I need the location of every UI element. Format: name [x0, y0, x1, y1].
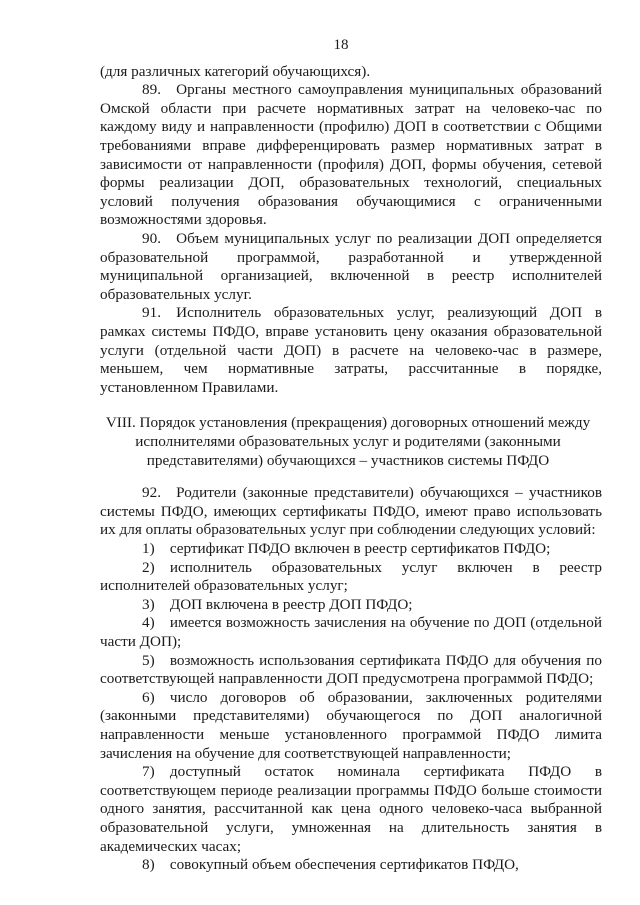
paragraph-91: 91. Исполнитель образовательных услуг, реализующий ДОП в рамках системы ПФДО, вправе установить цену оказания образовательной услуги (отдельной части ДОП) в расчете на человеко-час в размере, меньшем, чем нормативные затраты, рассчитанные в порядке, установленном Правилами.	[100, 304, 602, 396]
section-heading: VIII. Порядок установления (прекращения) договорных отношений между исполнителями образовательных услуг и родителями (законными представителями) обучающихся – участников системы ПФДО	[105, 414, 591, 470]
paragraph-89: 89. Органы местного самоуправления муниципальных образований Омской области при расчете нормативных затрат на человеко-час по каждому виду и направленности (профилю) ДОП в соответствии с Общими требованиями вправе дифференцировать размер нормативных затрат в зависимости от направленности (профиля) ДОП, формы обучения, сетевой формы реализации ДОП, образовательных технологий, специальных условий получения образования обучающимися с ограниченными возможностями здоровья.	[100, 81, 602, 229]
list-item: 2) исполнитель образовательных услуг включен в реестр исполнителей образовательных услуг;	[100, 558, 602, 595]
list-item: 6) число договоров об образовании, заключенных родителями (законными представителями) обучающегося по ДОП аналогичной направленности меньше установленного программой ПФДО лимита зачисления на обучение для соответствующей направленности;	[100, 688, 602, 762]
list-item: 3) ДОП включена в реестр ДОП ПФДО;	[142, 595, 413, 613]
list-item: 1) сертификат ПФДО включен в реестр сертификатов ПФДО;	[142, 540, 551, 558]
paragraph-92: 92. Родители (законные представители) обучающихся – участников системы ПФДО, имеющих сертификаты ПФДО, имеют право использовать их для оплаты образовательных услуг при соблюдении следующих условий:	[100, 484, 602, 539]
list-item: 5) возможность использования сертификата ПФДО для обучения по соответствующей направленности ДОП предусмотрена программой ПФДО;	[100, 651, 602, 688]
page-number: 18	[333, 37, 349, 53]
list-item: 8) совокупный объем обеспечения сертификатов ПФДО,	[142, 856, 519, 874]
continuation-line: (для различных категорий обучающихся).	[100, 62, 371, 80]
paragraph-90: 90. Объем муниципальных услуг по реализации ДОП определяется образовательной программой, разработанной и утвержденной муниципальной организацией, включенной в реестр исполнителей образовательных услуг.	[100, 229, 602, 303]
list-item: 7) доступный остаток номинала сертификата ПФДО в соответствующем периоде реализации программы ПФДО больше стоимости одного занятия, рассчитанной как цена одного человеко-часа выбранной образовательной услуги, умноженная на длительность занятия в академических часах;	[100, 763, 602, 855]
list-item: 4) имеется возможность зачисления на обучение по ДОП (отдельной части ДОП);	[100, 614, 602, 651]
